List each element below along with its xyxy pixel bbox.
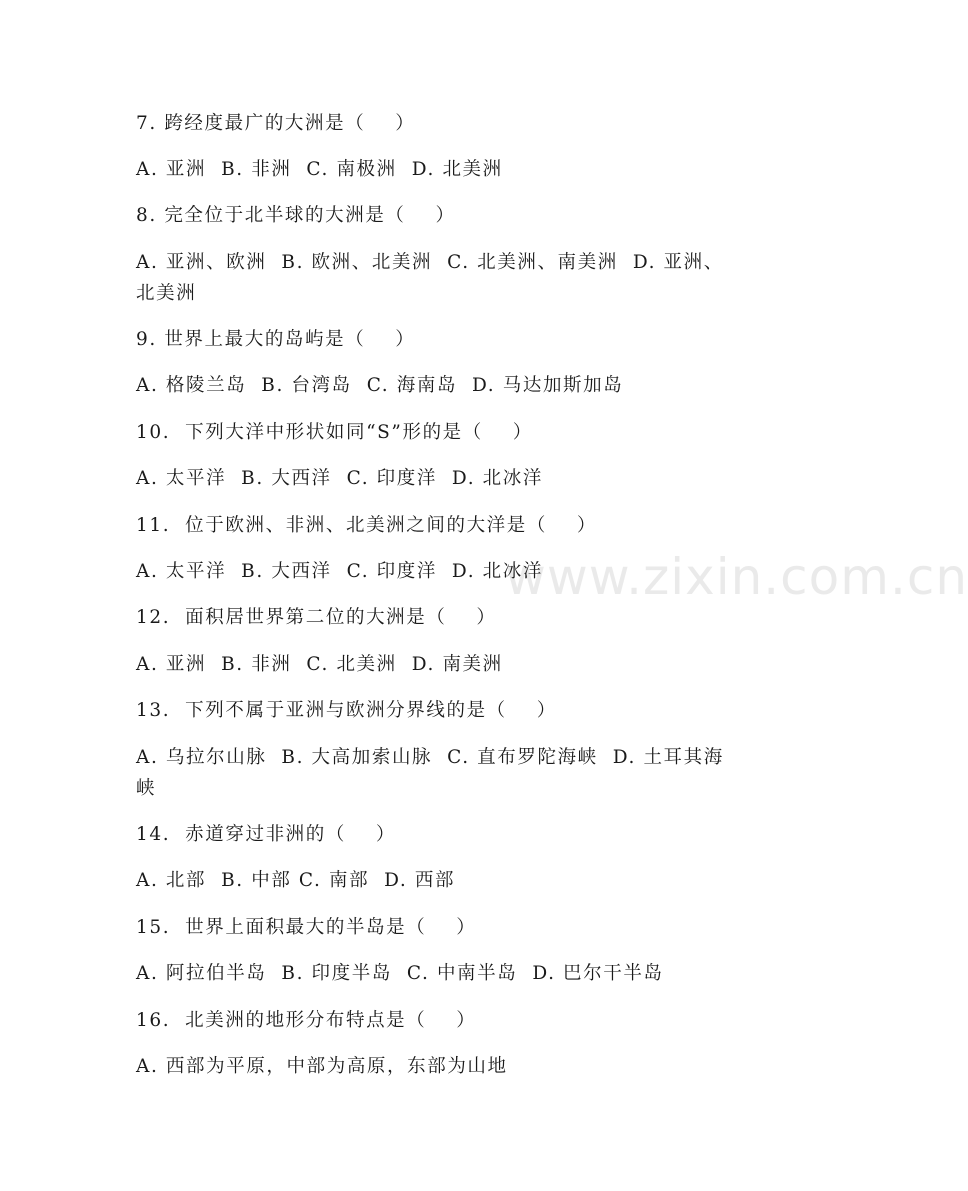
options-10: A. 太平洋 B. 大西洋 C. 印度洋 D. 北冰洋	[136, 468, 543, 489]
question-12: 12. 面积居世界第二位的大洲是（ ）	[136, 607, 497, 628]
question-13: 13. 下列不属于亚洲与欧洲分界线的是（ ）	[136, 700, 557, 721]
question-9: 9. 世界上最大的岛屿是（ ）	[136, 329, 416, 350]
question-10: 10. 下列大洋中形状如同“S”形的是（ ）	[136, 422, 533, 443]
question-8: 8. 完全位于北半球的大洲是（ ）	[136, 205, 456, 226]
question-15: 15. 世界上面积最大的半岛是（ ）	[136, 917, 477, 938]
options-11: A. 太平洋 B. 大西洋 C. 印度洋 D. 北冰洋	[136, 561, 543, 582]
options-14: A. 北部 B. 中部 C. 南部 D. 西部	[136, 870, 456, 891]
question-7: 7. 跨经度最广的大洲是（ ）	[136, 113, 416, 134]
options-12: A. 亚洲 B. 非洲 C. 北美洲 D. 南美洲	[136, 654, 503, 675]
options-9: A. 格陵兰岛 B. 台湾岛 C. 海南岛 D. 马达加斯加岛	[136, 375, 624, 396]
options-7: A. 亚洲 B. 非洲 C. 南极洲 D. 北美洲	[136, 159, 503, 180]
options-16-a: A. 西部为平原，中部为高原，东部为山地	[136, 1056, 508, 1077]
options-13-continued: 峡	[136, 778, 157, 799]
question-16: 16. 北美洲的地形分布特点是（ ）	[136, 1010, 477, 1031]
options-8: A. 亚洲、欧洲 B. 欧洲、北美洲 C. 北美洲、南美洲 D. 亚洲、	[136, 252, 724, 273]
options-13: A. 乌拉尔山脉 B. 大高加索山脉 C. 直布罗陀海峡 D. 土耳其海	[136, 747, 724, 768]
question-11: 11. 位于欧洲、非洲、北美洲之间的大洋是（ ）	[136, 515, 598, 536]
watermark: www.zixin.com.cn	[505, 548, 968, 606]
options-8-continued: 北美洲	[136, 283, 197, 304]
options-15: A. 阿拉伯半岛 B. 印度半岛 C. 中南半岛 D. 巴尔干半岛	[136, 963, 664, 984]
question-14: 14. 赤道穿过非洲的（ ）	[136, 824, 397, 845]
